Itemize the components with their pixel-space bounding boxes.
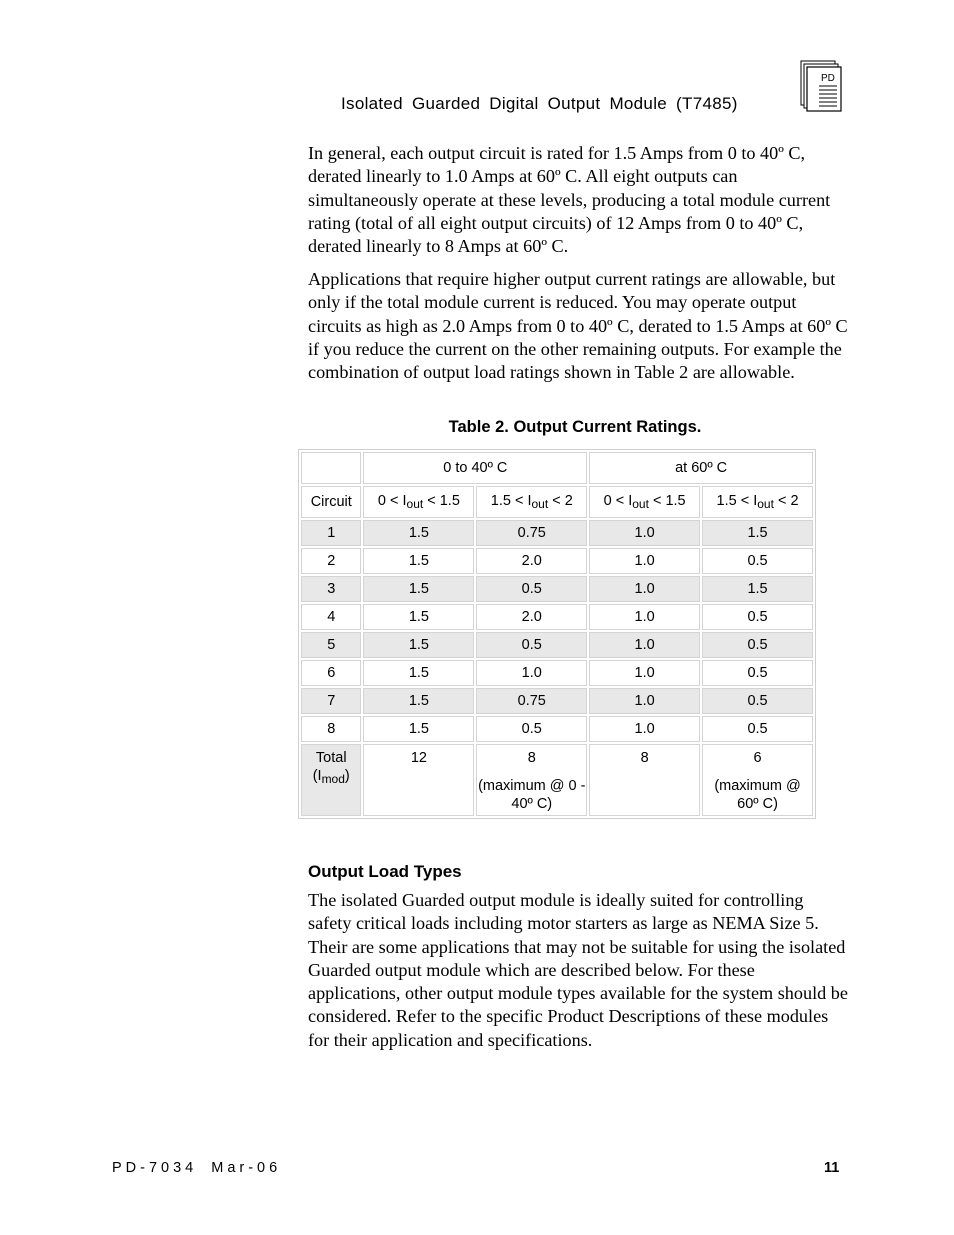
table-row xyxy=(301,520,813,546)
circuit-number-cell: 3 xyxy=(301,576,361,602)
rating-cell: 1.0 xyxy=(589,548,700,574)
rating-cell: 0.5 xyxy=(476,632,587,658)
col-header-sub: out xyxy=(531,497,549,511)
output-current-ratings-table xyxy=(298,449,816,819)
col-header-post: < 1.5 xyxy=(423,493,460,509)
rating-cell: 1.5 xyxy=(363,548,474,574)
section-heading-output-load-types: Output Load Types xyxy=(308,862,462,881)
col-header xyxy=(589,486,700,518)
col-header xyxy=(476,486,587,518)
rating-cell: 1.5 xyxy=(363,576,474,602)
col-header-pre: 0 < I xyxy=(377,493,407,509)
rating-cell: 1.0 xyxy=(476,660,587,686)
total-cell xyxy=(476,744,587,816)
rating-cell: 1.5 xyxy=(363,688,474,714)
rating-cell: 2.0 xyxy=(476,548,587,574)
circuit-number-cell: 5 xyxy=(301,632,361,658)
rating-cell: 0.5 xyxy=(702,604,813,630)
col-header-pre: 1.5 < I xyxy=(490,493,532,509)
rating-cell: 0.75 xyxy=(476,688,587,714)
rating-cell: 0.5 xyxy=(476,576,587,602)
rating-cell: 1.5 xyxy=(702,576,813,602)
col-header-post: < 2 xyxy=(548,493,573,509)
table-row xyxy=(301,576,813,602)
table-row xyxy=(301,688,813,714)
footer-page-number: 11 xyxy=(824,1160,840,1176)
total-cell xyxy=(702,744,813,816)
col-header xyxy=(363,486,474,518)
total-label: Total xyxy=(315,750,347,766)
circuit-header: Circuit xyxy=(301,486,361,518)
circuit-number-cell: 4 xyxy=(301,604,361,630)
rating-cell: 1.0 xyxy=(589,576,700,602)
rating-cell: 0.5 xyxy=(702,548,813,574)
group-header-60c: at 60º C xyxy=(589,452,813,484)
table-column-header-row xyxy=(301,486,813,518)
rating-cell: 1.0 xyxy=(589,688,700,714)
pd-icon-label: PD xyxy=(821,73,835,84)
total-label-cell xyxy=(301,744,361,816)
paragraph-output-load-types: The isolated Guarded output module is ideally suited for controlling safety critical loads including motor starters as large as NEMA Size 5. Their are some applications that may not be suitable for using the isolated Guarded output module which are described below. For these applications, other output module types available for the system should be considered. Refer to the specific Product Descriptions of these modules for their application and specifications. xyxy=(308,890,848,1050)
rating-cell: 1.5 xyxy=(363,660,474,686)
rating-cell: 0.5 xyxy=(702,632,813,658)
circuit-number-cell: 8 xyxy=(301,716,361,742)
rating-cell: 0.5 xyxy=(702,660,813,686)
rating-cell: 1.5 xyxy=(363,520,474,546)
total-note: (maximum @ 60º C) xyxy=(714,778,801,812)
col-header-post: < 2 xyxy=(773,493,799,509)
group-header-0-40c: 0 to 40º C xyxy=(363,452,587,484)
table-row xyxy=(301,660,813,686)
total-note: (maximum @ 0 - 40º C) xyxy=(478,778,586,812)
rating-cell: 1.5 xyxy=(363,632,474,658)
col-header-post: < 1.5 xyxy=(648,493,686,509)
circuit-number-cell: 6 xyxy=(301,660,361,686)
rating-cell: 1.0 xyxy=(589,520,700,546)
col-header-sub: out xyxy=(406,497,424,511)
footer-doc-id: PD-7034 Mar-06 xyxy=(112,1160,282,1176)
total-cell xyxy=(589,744,700,816)
table-row xyxy=(301,632,813,658)
rating-cell: 0.5 xyxy=(702,716,813,742)
total-cell xyxy=(363,744,474,816)
rating-cell: 1.0 xyxy=(589,660,700,686)
rating-cell: 0.75 xyxy=(476,520,587,546)
table-row xyxy=(301,716,813,742)
circuit-number-cell: 1 xyxy=(301,520,361,546)
total-value: 6 xyxy=(753,750,762,766)
total-label-sub: mod xyxy=(321,772,345,786)
circuit-number-cell: 7 xyxy=(301,688,361,714)
col-header-sub: out xyxy=(757,497,774,511)
col-header-pre: 1.5 < I xyxy=(716,493,758,509)
rating-cell: 1.0 xyxy=(589,632,700,658)
table-row xyxy=(301,604,813,630)
rating-cell: 0.5 xyxy=(476,716,587,742)
table-corner-cell xyxy=(301,452,361,484)
total-label-symbol xyxy=(302,767,360,788)
rating-cell: 1.5 xyxy=(363,604,474,630)
rating-cell: 2.0 xyxy=(476,604,587,630)
total-value: 12 xyxy=(410,750,427,766)
table-row xyxy=(301,548,813,574)
rating-cell: 1.5 xyxy=(363,716,474,742)
col-header xyxy=(702,486,813,518)
rating-cell: 1.5 xyxy=(702,520,813,546)
page-header-title: Isolated Guarded Digital Output Module (T7485) xyxy=(341,94,738,113)
table-caption: Table 2. Output Current Ratings. xyxy=(448,418,702,436)
product-description-icon xyxy=(800,60,842,112)
paragraph-current-rating: In general, each output circuit is rated for 1.5 Amps from 0 to 40º C, derated linearly to 1.0 Amps at 60º C. All eight outputs can simultaneously operate at these levels, producing a total module current rating (total of all eight output circuits) of 12 Amps from 0 to 40º C, derated linearly to 8 Amps at 60º C. xyxy=(308,143,831,257)
circuit-number-cell: 2 xyxy=(301,548,361,574)
total-value: 8 xyxy=(527,750,536,766)
col-header-sub: out xyxy=(632,497,649,511)
total-label-pre: (I xyxy=(312,768,322,784)
rating-cell: 1.0 xyxy=(589,604,700,630)
rating-cell: 0.5 xyxy=(702,688,813,714)
rating-cell: 1.0 xyxy=(589,716,700,742)
total-value: 8 xyxy=(640,750,649,766)
paragraph-higher-ratings: Applications that require higher output current ratings are allowable, but only if the total module current is reduced. You may operate output circuits as high as 2.0 Amps from 0 to 40º C, derated to 1.5 Amps at 60º C if you reduce the current on the other remaining outputs. For example the combination of output load ratings shown in Table 2 are allowable. xyxy=(308,269,848,383)
table-total-row xyxy=(301,744,813,816)
col-header-pre: 0 < I xyxy=(603,493,633,509)
table-group-header-row xyxy=(301,452,813,484)
total-label-post: ) xyxy=(344,768,350,784)
table-body xyxy=(301,520,813,742)
